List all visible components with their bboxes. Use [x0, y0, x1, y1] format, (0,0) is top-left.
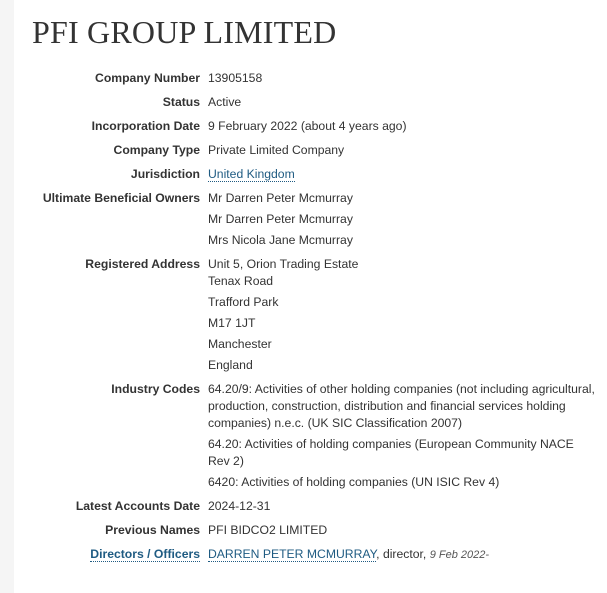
industry-code-item: 64.20: Activities of holding companies (European Community NACE Rev 2) — [208, 437, 574, 468]
status-value: Active — [208, 95, 242, 109]
address-line: Manchester — [208, 337, 272, 351]
jurisdiction-link[interactable]: United Kingdom — [208, 167, 295, 181]
latest-accounts-date-value: 2024-12-31 — [208, 499, 271, 513]
director-since: 9 Feb 2022- — [429, 549, 490, 561]
incorporation-date-label: Incorporation Date — [91, 119, 200, 133]
row-incorporation-date — [20, 118, 595, 135]
directors-label-link[interactable]: Directors / Officers — [90, 547, 200, 561]
row-company-number — [20, 70, 595, 87]
latest-accounts-date-label: Latest Accounts Date — [75, 499, 200, 513]
directors-value — [208, 546, 595, 564]
registered-address-label: Registered Address — [85, 257, 200, 271]
ubo-item: Mr Darren Peter Mcmurray — [208, 212, 353, 226]
address-line: England — [208, 358, 253, 372]
director-role: , director, — [376, 547, 430, 561]
registered-address-value — [208, 256, 595, 374]
company-number-value: 13905158 — [208, 71, 263, 85]
row-latest-accounts-date — [20, 498, 595, 515]
company-type-label: Company Type — [113, 143, 200, 157]
directors-label[interactable] — [20, 546, 208, 564]
page-title: PFI GROUP LIMITED — [32, 14, 337, 50]
address-line: Tenax Road — [208, 274, 274, 288]
company-details — [20, 70, 595, 571]
incorporation-date-value: 9 February 2022 (about 4 years ago) — [208, 119, 407, 133]
ubo-list — [208, 190, 595, 249]
company-type-value: Private Limited Company — [208, 143, 345, 157]
industry-code-item: 64.20/9: Activities of other holding companies (not including agricultural, production, construction, distribution and financial services holding companies) n.e.c. (UK SIC Classification 2007) — [208, 382, 595, 430]
row-directors — [20, 546, 595, 564]
row-industry-codes — [20, 381, 595, 491]
address-line: Unit 5, Orion Trading Estate — [208, 257, 359, 271]
address-line: M17 1JT — [208, 316, 256, 330]
company-number-label: Company Number — [95, 71, 200, 85]
ubo-item: Mrs Nicola Jane Mcmurray — [208, 233, 353, 247]
row-jurisdiction — [20, 166, 595, 183]
jurisdiction-label: Jurisdiction — [130, 167, 200, 181]
ubo-item: Mr Darren Peter Mcmurray — [208, 191, 353, 205]
director-name-link[interactable]: DARREN PETER MCMURRAY — [208, 547, 377, 561]
row-status — [20, 94, 595, 111]
row-company-type — [20, 142, 595, 159]
jurisdiction-value — [208, 166, 595, 183]
status-label: Status — [162, 95, 200, 109]
row-registered-address — [20, 256, 595, 374]
industry-code-item: 6420: Activities of holding companies (UN ISIC Rev 4) — [208, 475, 500, 489]
ubo-label: Ultimate Beneficial Owners — [42, 191, 200, 205]
row-ubo — [20, 190, 595, 249]
industry-codes-list — [208, 381, 595, 491]
previous-names-label: Previous Names — [105, 523, 200, 537]
row-previous-names — [20, 522, 595, 539]
industry-codes-label: Industry Codes — [111, 382, 200, 396]
left-margin-strip — [0, 0, 14, 593]
previous-names-value: PFI BIDCO2 LIMITED — [208, 523, 328, 537]
address-line: Trafford Park — [208, 295, 279, 309]
